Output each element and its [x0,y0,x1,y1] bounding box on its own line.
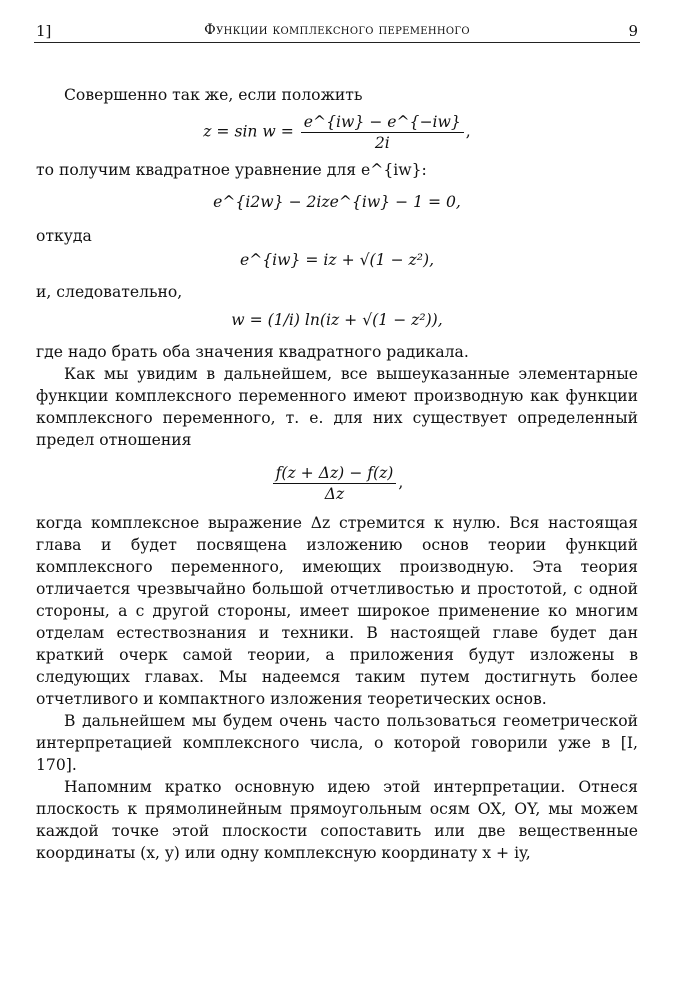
equation-w: w = (1/i) ln(iz + √(1 − z²)), [231,311,443,329]
paragraph: Совершенно так же, если положить [64,86,363,104]
paragraph: В дальнейшем мы будем очень часто пользоваться геометрической интерпретацией комплексного числа, о которой говорили уже в [I, 170]. [36,712,638,774]
paragraph: где надо брать оба значения квадратного радикала. [36,343,469,361]
equation-difference-quotient: $\frac{f(z + \Delta z) - f(z)}{\Delta z}$ , [36,463,638,504]
paragraph: Напомним кратко основную идею этой интерпретации. Отнеся плоскость к прямолинейным прямоугольным осям OX, OY, мы можем каждой точке этой плоскости сопоставить или две вещественные координаты (x, y) или одну комплексную координату x + iy, [36,778,638,862]
running-title: Функции комплексного переменного [204,22,470,38]
paragraph: то получим квадратное уравнение для e^{iw}: [36,161,427,179]
page-number: 9 [628,22,638,40]
fraction [273,463,397,504]
paragraph: откуда [36,227,92,245]
fraction-numerator: f(z + Δz) − f(z) [273,463,397,484]
fraction-denominator: 2i [374,134,390,152]
chapter-mark: 1] [36,22,52,40]
fraction-denominator: Δz [324,485,345,503]
running-header [34,20,640,43]
page-body [36,84,638,864]
paragraph: Как мы увидим в дальнейшем, все вышеуказанные элементарные функции комплексного переменного имеют производную как функции комплексного переменного, т. е. для них существует определенный предел отношения [36,365,638,449]
fraction-numerator: e^{iw} − e^{−iw} [301,112,464,133]
equation-lhs: z = sin w = [203,122,294,141]
equation-exp: e^{iw} = iz + √(1 − z²), [239,251,435,269]
paragraph: когда комплексное выражение Δz стремится к нулю. Вся настоящая глава и будет посвящена изложению основ теории функций комплексного переменного, имеющих производную. Эта теория отличается чрезвычайно большой отчетливостью и простотой, с одной стороны, а с другой стороны, имеет широкое применение ко многим отделам естествознания и техники. В настоящей главе будет дан краткий очерк самой теории, а приложения будут изложены в следующих главах. Мы надеемся таким путем достигнуть более отчетливого и компактного изложения теоретических основ. [36,514,638,708]
equation-sin: z = sin w = $\frac{e\^{}\{iw\} - e\^{}\{-iw\}}{2i}$ , [203,113,471,152]
paragraph: и, следовательно, [36,283,183,301]
fraction [301,112,464,153]
equation-quadratic: e^{i2w} − 2ize^{iw} − 1 = 0, [213,193,461,211]
